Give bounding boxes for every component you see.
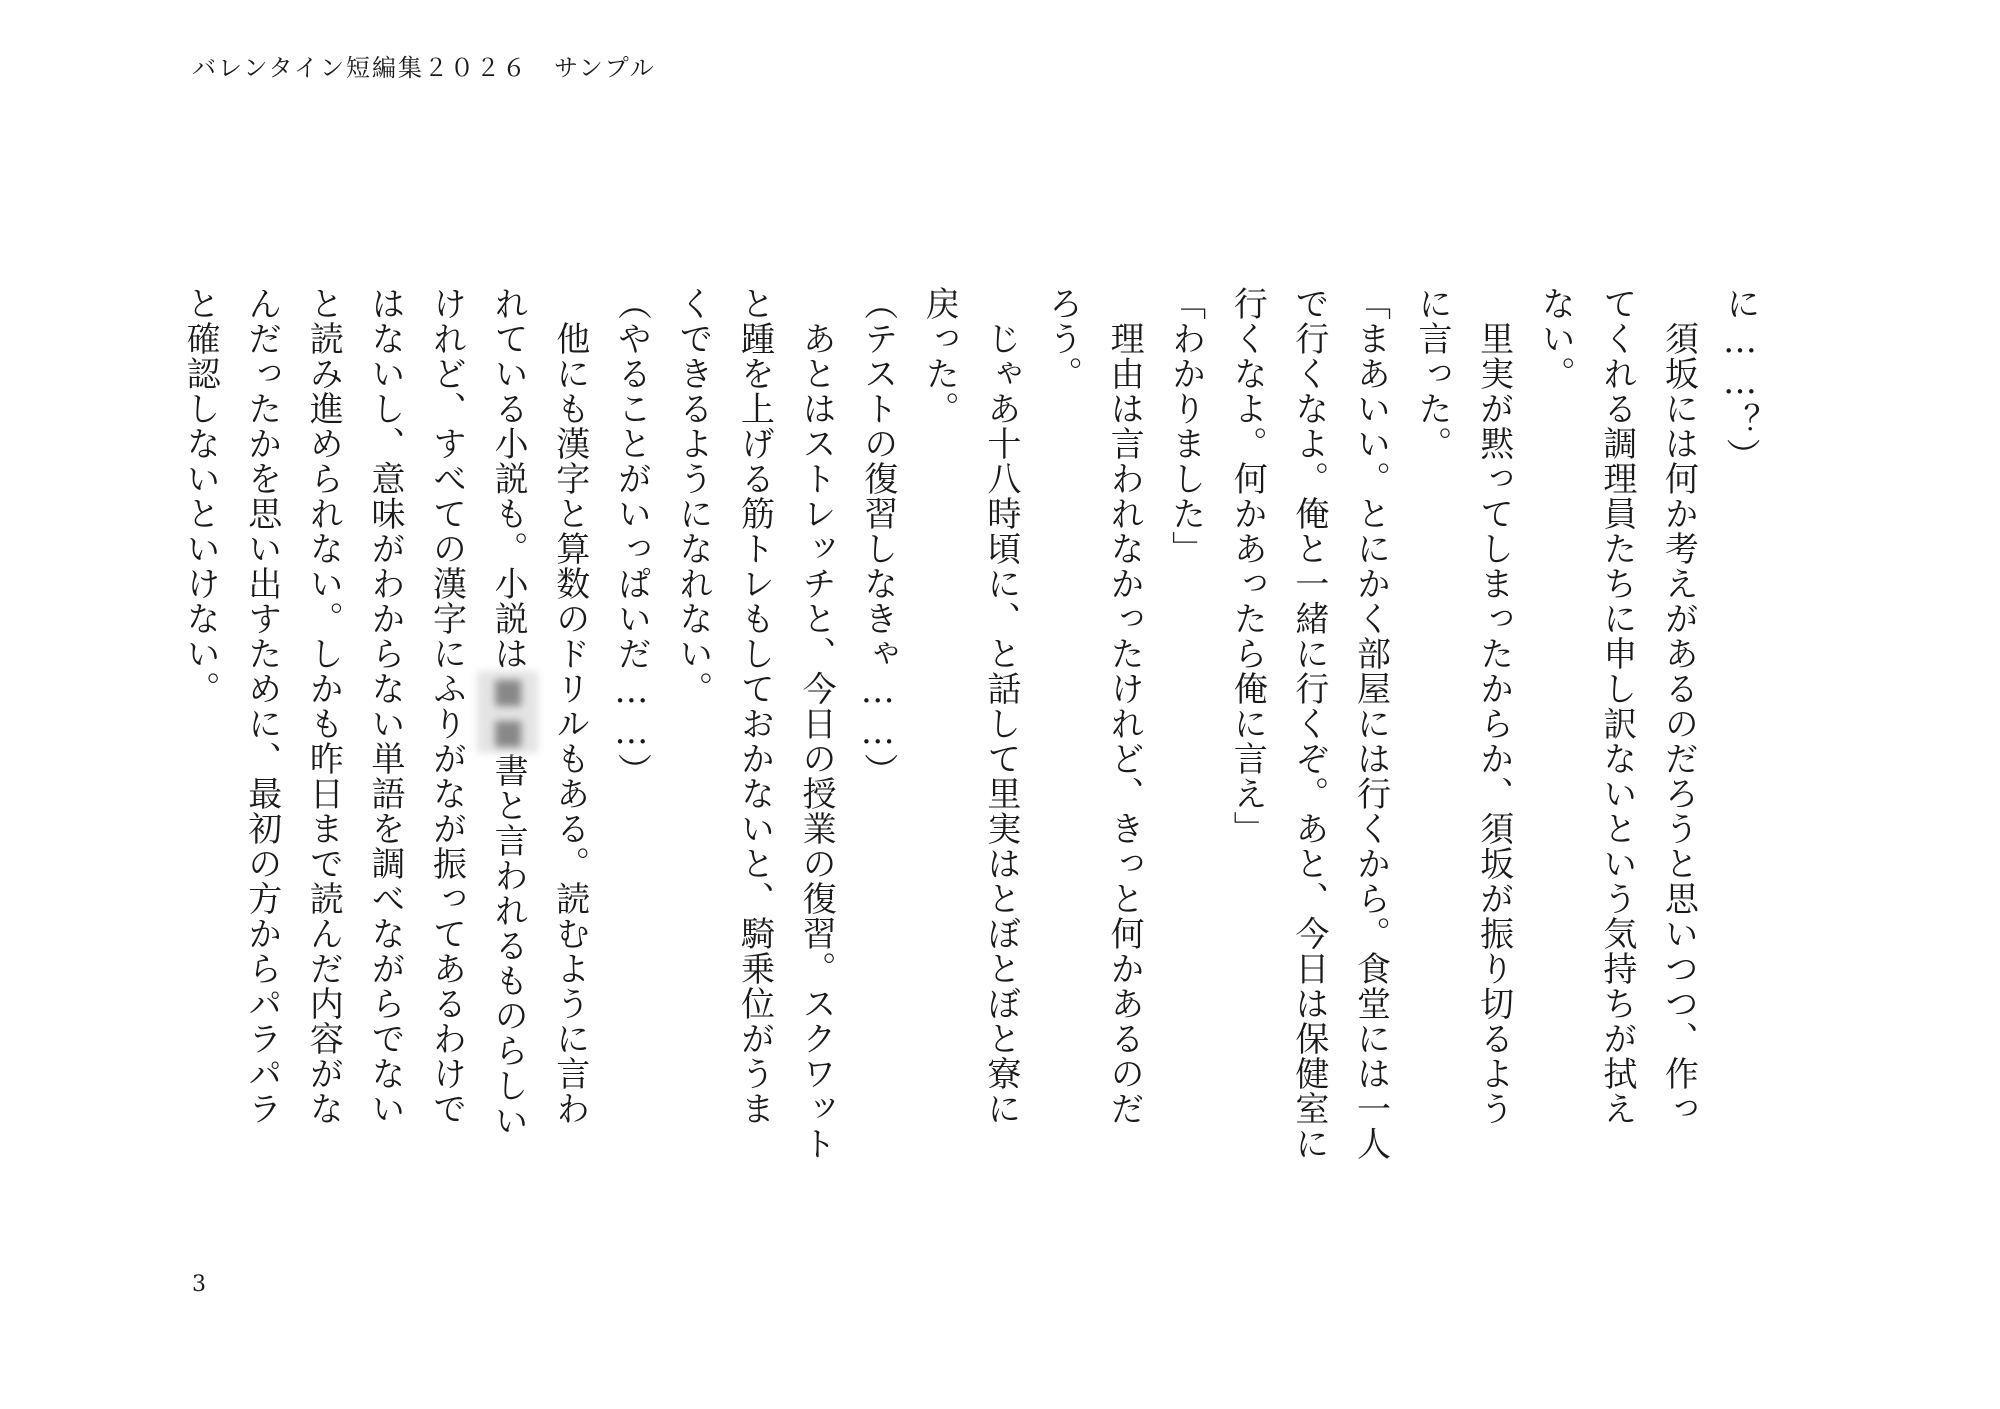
- text-line: あとはストレッチと、今日の授業の復習。スクワット: [796, 286, 837, 1161]
- text-line-tail: 書と言われるものらしい: [488, 753, 529, 1138]
- text-line: てくれる調理員たちに申し訳ないという気持ちが拭え: [1596, 286, 1637, 1126]
- text-line: はないし、意味がわからない単語を調べながらでない: [364, 286, 405, 1126]
- text-line: 行くなよ。何かあったら俺に言え」: [1227, 286, 1268, 846]
- text-line-head: れている小説も。小説は: [488, 286, 529, 671]
- text-line: けれど、すべての漢字にふりがなが振ってあるわけで: [426, 286, 467, 1126]
- text-line: ない。: [1535, 286, 1576, 391]
- vertical-body-text: [169, 286, 1770, 1286]
- text-line-with-blur: [477, 286, 539, 1286]
- text-line: じゃあ十八時頃に、と話して里実はとぼとぼと寮に: [980, 286, 1021, 1126]
- text-line: んだったかを思い出すために、最初の方からパラパラ: [241, 286, 282, 1126]
- text-line: と読み進められない。しかも昨日まで読んだ内容がな: [303, 286, 344, 1126]
- text-line: 他にも漢字と算数のドリルもある。読むように言わ: [549, 286, 590, 1126]
- text-line: ろう。: [1042, 286, 1083, 391]
- text-line: （テストの復習しなきゃ……）: [857, 286, 898, 788]
- text-line: と踵を上げる筋トレもしておかないと、騎乗位がうま: [734, 286, 775, 1126]
- text-line: 里実が黙ってしまったからか、須坂が振り切るよう: [1473, 286, 1514, 1126]
- text-line: 「わかりました」: [1165, 286, 1206, 566]
- text-line: くできるようになれない。: [672, 286, 713, 706]
- text-line: 理由は言われなかったけれど、きっと何かあるのだ: [1104, 286, 1145, 1126]
- blurred-censor-text: ■■: [477, 671, 539, 753]
- page-header-title: バレンタイン短編集２０２６ サンプル: [192, 54, 656, 82]
- text-line: に……？）: [1720, 286, 1760, 473]
- page-number: 3: [192, 1272, 206, 1297]
- text-line: 「まあいい。とにかく部屋には行くから。食堂には一人: [1350, 286, 1391, 1161]
- text-line: と確認しないといけない。: [180, 286, 221, 706]
- text-line: で行くなよ。俺と一緒に行くぞ。あと、今日は保健室に: [1288, 286, 1329, 1161]
- text-line: 須坂には何か考えがあるのだろうと思いつつ、作っ: [1658, 286, 1699, 1126]
- text-line: （やることがいっぱいだ……）: [611, 286, 652, 788]
- text-line: に言った。: [1412, 286, 1453, 461]
- text-line: 戻った。: [919, 286, 960, 426]
